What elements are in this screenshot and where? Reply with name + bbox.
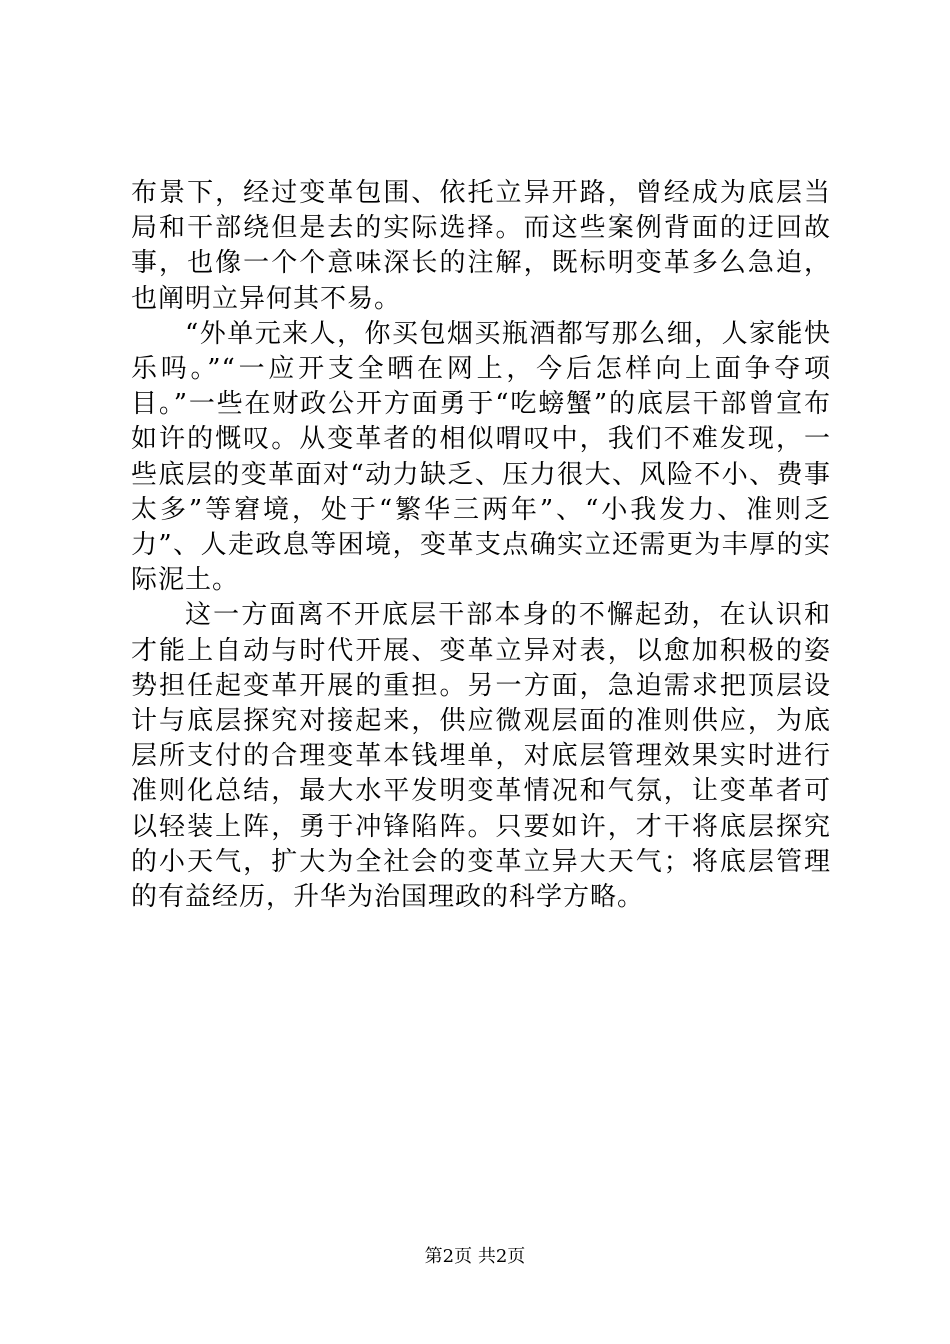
page-number-label: 第2页 共2页 [424,1246,526,1267]
page-footer [0,1246,950,1268]
paragraph-2: “外单元来人，你买包烟买瓶酒都写那么细，人家能快乐吗。”“一应开支全晒在网上，今后怎样向上面争夺项目。”一些在财政公开方面勇于“吃螃蟹”的底层干部曾宣布如许的慨叹。从变革者的相似喟叹中，我们不难发现，一些底层的变革面对“动力缺乏、压力很大、风险不小、费事太多”等窘境，处于“繁华三两年”、“小我发力、准则乏力”、人走政息等困境，变革支点确实立还需更为丰厚的实际泥土。 [131,318,831,596]
paragraph-3: 这一方面离不开底层干部本身的不懈起劲，在认识和才能上自动与时代开展、变革立异对表，以愈加积极的姿势担任起变革开展的重担。另一方面，急迫需求把顶层设计与底层探究对接起来，供应微观层面的准则供应，为底层所支付的合理变革本钱埋单，对底层管理效果实时进行准则化总结，最大水平发明变革情况和气氛，让变革者可以轻装上阵，勇于冲锋陷阵。只要如许，才干将底层探究的小天气，扩大为全社会的变革立异大天气；将底层管理的有益经历，升华为治国理政的科学方略。 [131,600,831,913]
document-body [131,176,831,915]
paragraph-1: 布景下，经过变革包围、依托立异开路，曾经成为底层当局和干部绕但是去的实际选择。而这些案例背面的迂回故事，也像一个个意味深长的注解，既标明变革多么急迫，也阐明立异何其不易。 [131,178,831,314]
